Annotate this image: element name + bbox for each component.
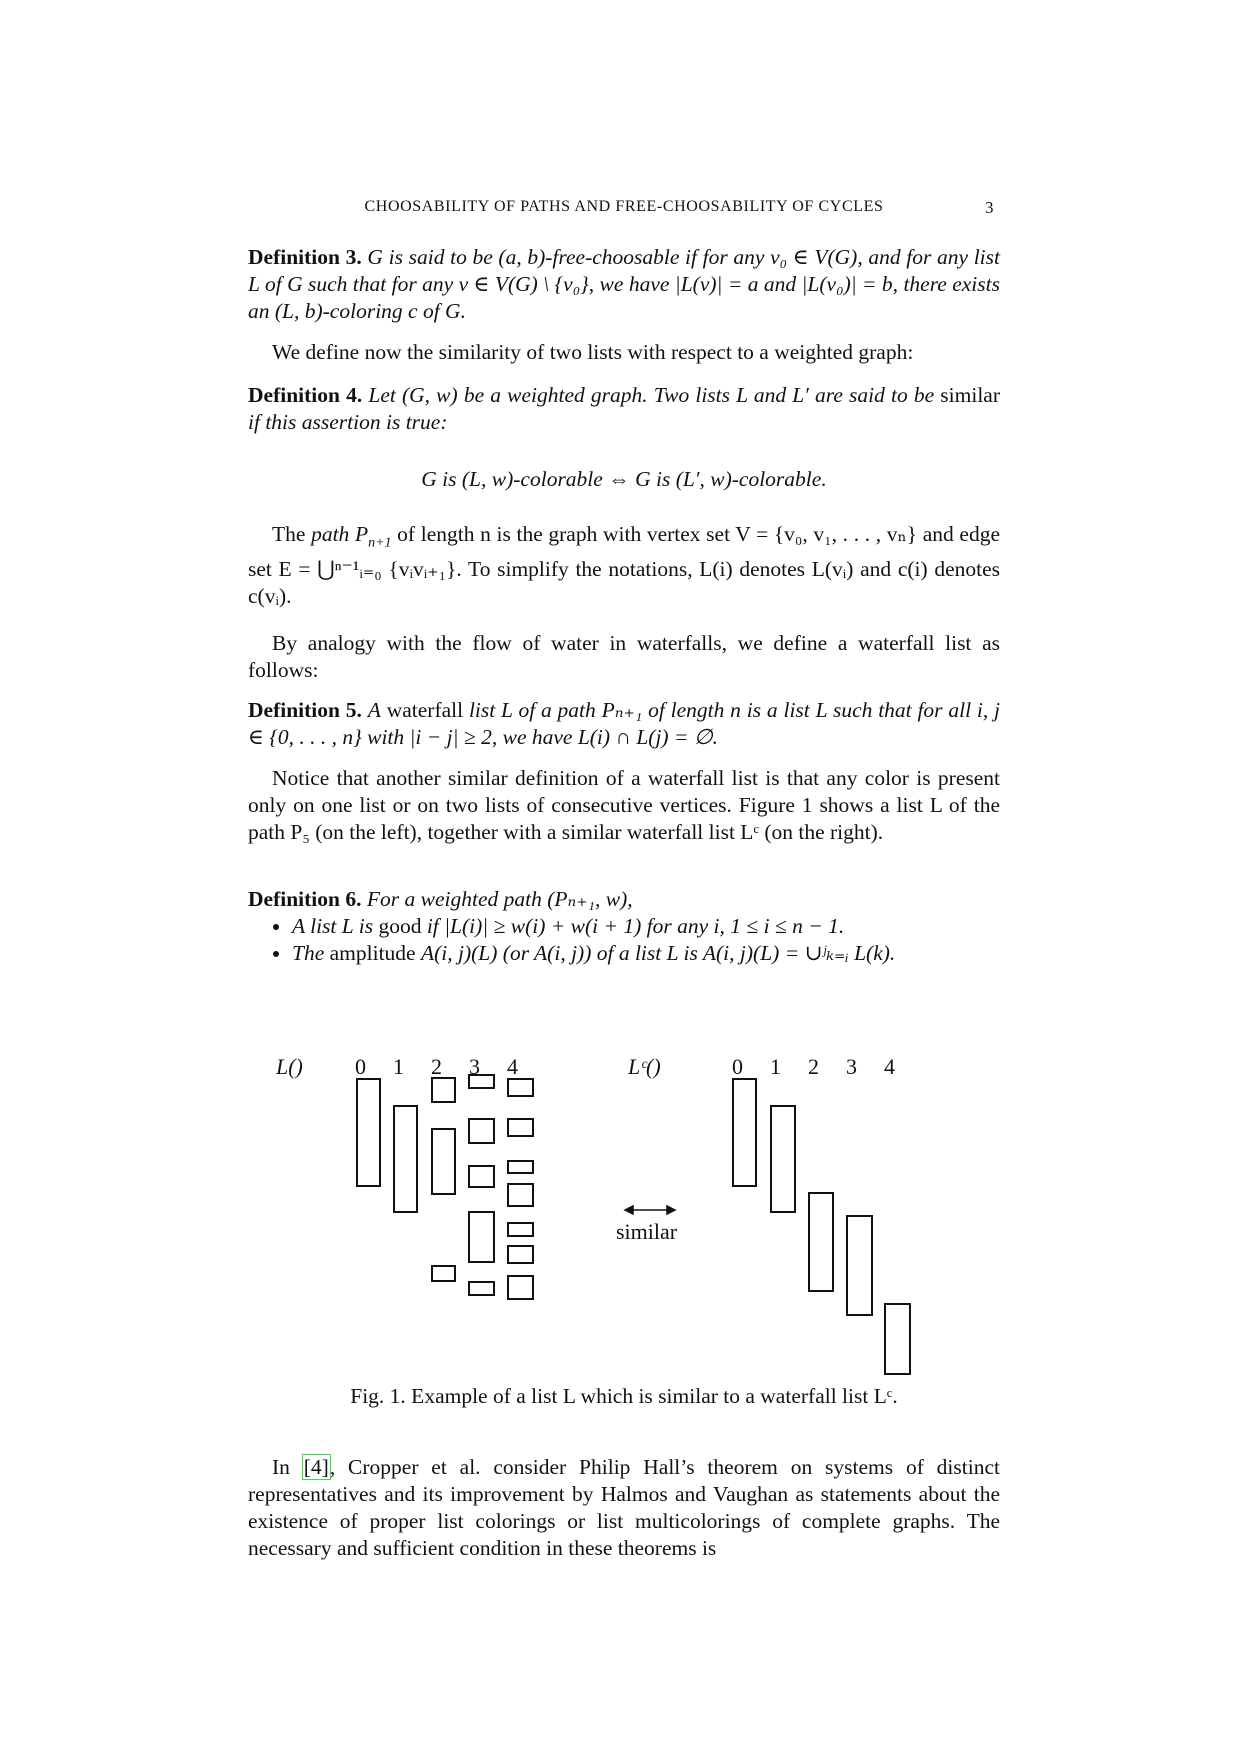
right-list-label: Lᶜ() bbox=[628, 1054, 661, 1079]
left-index-1: 1 bbox=[393, 1054, 404, 1079]
right-list-2-block bbox=[809, 1193, 833, 1291]
bullet-amplitude-text-b: A(i, j)(L) (or A(i, j)) of a list L is A(i, j)(L) = ∪ʲₖ₌ᵢ L(k). bbox=[420, 941, 896, 965]
path-symbol: P bbox=[354, 522, 369, 546]
waterfall-intro: By analogy with the flow of water in waterfalls, we define a waterfall list as follows: bbox=[248, 631, 1000, 682]
right-index-1: 1 bbox=[770, 1054, 781, 1079]
left-index-0: 0 bbox=[355, 1054, 366, 1079]
bullet-amplitude-word: amplitude bbox=[329, 941, 416, 965]
left-index-4: 4 bbox=[507, 1054, 518, 1079]
bullet-good-text-a: A list L is bbox=[292, 914, 374, 938]
right-list-4-block bbox=[885, 1304, 910, 1374]
right-index-3: 3 bbox=[846, 1054, 857, 1079]
right-list-1-block bbox=[771, 1106, 795, 1212]
right-index-4: 4 bbox=[884, 1054, 895, 1079]
right-index-2: 2 bbox=[808, 1054, 819, 1079]
left-index-3: 3 bbox=[469, 1054, 480, 1079]
left-list-4-block-f bbox=[508, 1246, 533, 1263]
left-list-3-block-e bbox=[469, 1282, 494, 1295]
figure-1-caption: Fig. 1. Example of a list L which is similar to a waterfall list Lᶜ. bbox=[350, 1384, 898, 1408]
definition-6-text: For a weighted path (Pₙ₊₁, w), bbox=[366, 887, 633, 911]
left-list-4-block-e bbox=[508, 1223, 533, 1236]
similarity-intro: We define now the similarity of two lists with respect to a weighted graph: bbox=[272, 340, 914, 364]
path-text-2: path bbox=[311, 522, 350, 546]
left-list-3-block-c bbox=[469, 1166, 494, 1187]
final-paragraph bbox=[248, 1454, 1000, 1562]
left-index-2: 2 bbox=[431, 1054, 442, 1079]
bullet-good-text-b: if |L(i)| ≥ w(i) + w(i + 1) for any i, 1 ≤ i ≤ n − 1. bbox=[426, 914, 845, 938]
right-list-3-block bbox=[847, 1216, 872, 1315]
left-list-0-block bbox=[357, 1079, 380, 1186]
definition-5-text-b: list L of a path Pₙ₊₁ of length n is a list L such that for all i, j ∈ {0, . . . , n} with |i − j| ≥ 2, we have L(i) ∩ L(j) = ∅. bbox=[248, 698, 1001, 749]
definition-5-word: waterfall bbox=[386, 698, 464, 722]
left-list-4-block-g bbox=[508, 1276, 533, 1299]
path-text-4: of length n is the graph with vertex set V = {v₀, v₁, . . . , vₙ} and edge set E = ⋃ⁿ⁻¹ᵢ₌₀ {vᵢvᵢ₊₁}. To simplify the notations, L(i) denotes L(vᵢ) and c(i) denotes c(vᵢ). bbox=[248, 522, 1001, 609]
left-list-3-block-d bbox=[469, 1212, 494, 1262]
citation-link[interactable]: [4] bbox=[303, 1455, 329, 1479]
definition-4-label: Definition 4. bbox=[248, 383, 363, 407]
definition-5-label: Definition 5. bbox=[248, 698, 362, 722]
similar-label: similar bbox=[616, 1219, 678, 1244]
bullet-good-word: good bbox=[378, 914, 422, 938]
similar-arrow-icon bbox=[625, 1206, 675, 1214]
right-index-0: 0 bbox=[732, 1054, 743, 1079]
left-list-label: L() bbox=[276, 1054, 303, 1079]
final-text-2: , Cropper et al. consider Philip Hall’s theorem on systems of distinct representatives and its improvement by Halmos and Vaughan as statements about the existence of proper list colorings or list multicolorings of complete graphs. The necessary and sufficient condition in these theorems is bbox=[248, 1455, 1000, 1560]
running-title: CHOOSABILITY OF PATHS AND FREE-CHOOSABILITY OF CYCLES bbox=[364, 198, 884, 215]
left-list-3-block-b bbox=[469, 1119, 494, 1143]
definition-4-word: similar bbox=[940, 383, 1000, 407]
definition-5-text-a: A bbox=[367, 698, 381, 722]
definition-3-label: Definition 3. bbox=[248, 245, 362, 269]
definition-3-text: G is said to be (a, b)-free-choosable if for any v₀ ∈ V(G), and for any list L of G such that for any v ∈ V(G) \ {v₀}, we have |L(v)| = a and |L(v₀)| = b, there exists an (L, b)-coloring c of G. bbox=[248, 245, 1000, 323]
path-text-1: The bbox=[272, 522, 306, 546]
notice-paragraph: Notice that another similar definition of a waterfall list is that any color is present only on one list or on two lists of consecutive vertices. Figure 1 shows a list L of the path P₅ (on the left), together with a similar waterfall list Lᶜ (on the right). bbox=[248, 766, 1000, 844]
page-number: 3 bbox=[985, 198, 994, 217]
left-list-4-block-b bbox=[508, 1119, 533, 1136]
left-list-2-block-a bbox=[432, 1078, 455, 1102]
right-list-0-block bbox=[733, 1079, 756, 1186]
final-text-1: In bbox=[272, 1455, 303, 1479]
left-list-1-block bbox=[394, 1106, 417, 1212]
definition-6-label: Definition 6. bbox=[248, 887, 362, 911]
left-list-4-block-d bbox=[508, 1184, 533, 1206]
left-list-2-block-c bbox=[432, 1266, 455, 1281]
left-list-4-block-a bbox=[508, 1079, 533, 1096]
left-list-4-block-c bbox=[508, 1161, 533, 1173]
definition-4-text-b: if this assertion is true: bbox=[248, 410, 448, 434]
definition-4-display: G is (L, w)-colorable ⇔ G is (L′, w)-colorable. bbox=[421, 467, 827, 491]
path-symbol-sub: n+1 bbox=[368, 535, 392, 551]
bullet-amplitude-text-a: The bbox=[292, 941, 325, 965]
definition-4-text-a: Let (G, w) be a weighted graph. Two lists L and L′ are said to be bbox=[368, 383, 935, 407]
left-list-2-block-b bbox=[432, 1129, 455, 1194]
